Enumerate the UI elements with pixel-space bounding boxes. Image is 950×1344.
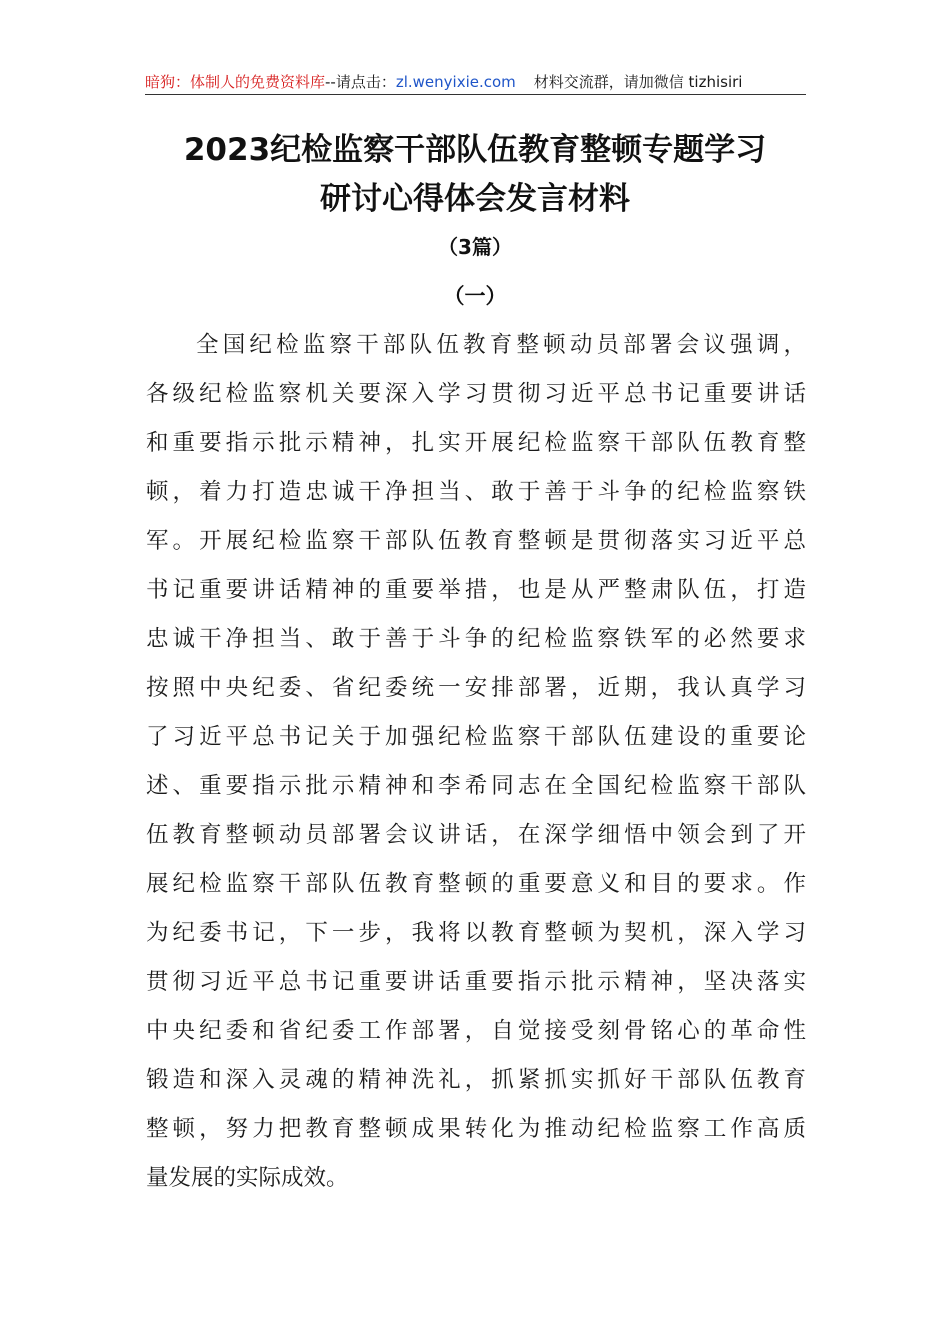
header-label: 暗狗：体制人的免费资料库 [145,73,326,91]
paragraph-line: 展纪检监察干部队伍教育整顿的重要意义和目的要求。作 [146,871,806,897]
paragraph-line: 了习近平总书记关于加强纪检监察干部队伍建设的重要论 [146,724,806,750]
paragraph-line: 述、重要指示批示精神和李希同志在全国纪检监察干部队 [146,773,806,799]
paragraph-line: 贯彻习近平总书记重要讲话重要指示批示精神，坚决落实 [146,969,806,995]
paragraph-line: 和重要指示批示精神，扎实开展纪检监察干部队伍教育整 [146,430,806,456]
paragraph-line: 为纪委书记，下一步，我将以教育整顿为契机，深入学习 [146,920,806,946]
section-heading: （一） [443,284,507,308]
document-title-line-2: 研讨心得体会发言材料 [320,181,630,217]
paragraph-line: 忠诚干净担当、敢于善于斗争的纪检监察铁军的必然要求 [146,626,806,652]
header-contact: 材料交流群，请加微信 tizhisiri [533,73,743,91]
page-header [145,70,806,95]
document-count-note: （3篇） [438,235,512,259]
document-title-line-1: 2023纪检监察干部队伍教育整顿专题学习 [183,132,767,168]
paragraph-line: 顿，着力打造忠诚干净担当、敢于善于斗争的纪检监察铁 [146,479,806,505]
paragraph-line: 锻造和深入灵魂的精神洗礼，抓紧抓实抓好干部队伍教育 [146,1067,806,1093]
paragraph-line: 书记重要讲话精神的重要举措，也是从严整肃队伍，打造 [146,577,806,603]
paragraph-line: 量发展的实际成效。 [146,1165,349,1191]
paragraph-line: 整顿，努力把教育整顿成果转化为推动纪检监察工作高质 [146,1116,806,1142]
paragraph-line: 各级纪检监察机关要深入学习贯彻习近平总书记重要讲话 [146,381,806,407]
paragraph-line: 全国纪检监察干部队伍教育整顿动员部署会议强调， [196,332,806,358]
header-prompt: --请点击： [325,73,396,91]
paragraph-line: 按照中央纪委、省纪委统一安排部署，近期，我认真学习 [146,675,806,701]
paragraph-line: 军。开展纪检监察干部队伍教育整顿是贯彻落实习近平总 [146,528,806,554]
paragraph-line: 中央纪委和省纪委工作部署，自觉接受刻骨铭心的革命性 [146,1018,806,1044]
paragraph-line: 伍教育整顿动员部署会议讲话，在深学细悟中领会到了开 [146,822,806,848]
header-link[interactable]: zl.wenyixie.com [395,73,516,91]
